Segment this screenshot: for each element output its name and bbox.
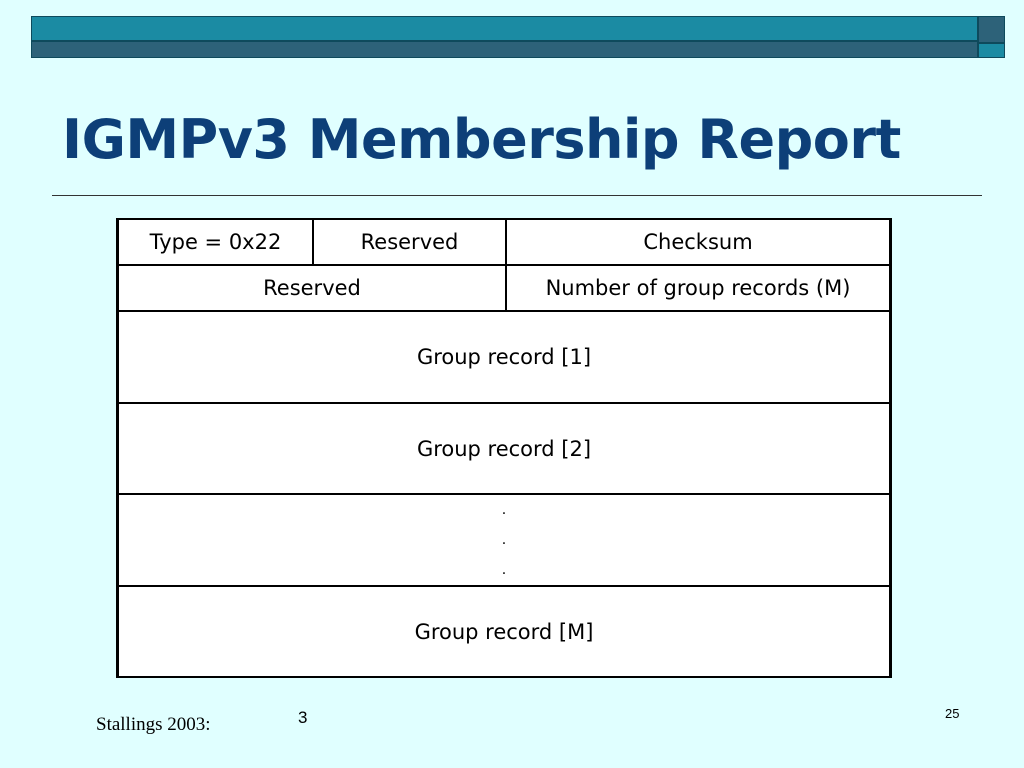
header-row-1 bbox=[119, 220, 889, 266]
reserved-field-2 bbox=[119, 266, 507, 310]
num-group-records-label: Number of group records (M) bbox=[545, 276, 851, 300]
page-number: 25 bbox=[945, 706, 960, 721]
header-bar-top bbox=[31, 16, 978, 41]
header-row-2 bbox=[119, 266, 889, 312]
header-bar-bottom bbox=[31, 41, 978, 58]
checksum-field bbox=[507, 220, 889, 264]
reserved-field-1-label: Reserved bbox=[360, 230, 459, 254]
ellipsis-dot: . bbox=[501, 562, 507, 578]
reserved-field-2-label: Reserved bbox=[263, 276, 361, 300]
ellipsis-dots bbox=[502, 504, 506, 576]
num-group-records-field bbox=[507, 266, 889, 310]
group-record-2-label: Group record [2] bbox=[416, 436, 592, 461]
figure-number: 3 bbox=[298, 708, 308, 727]
slide-title: IGMPv3 Membership Report bbox=[62, 108, 901, 171]
ellipsis-dot: . bbox=[501, 502, 507, 518]
checksum-field-label: Checksum bbox=[643, 230, 753, 254]
title-divider bbox=[52, 195, 982, 196]
type-field-label: Type = 0x22 bbox=[149, 230, 282, 254]
header-corner-square-bottom bbox=[978, 43, 1005, 58]
igmp-packet-diagram bbox=[116, 218, 892, 678]
group-record-1-label: Group record [1] bbox=[416, 345, 592, 369]
group-record-row bbox=[119, 312, 889, 404]
reserved-field-1 bbox=[314, 220, 507, 264]
group-record-row bbox=[119, 587, 889, 676]
ellipsis-row bbox=[119, 495, 889, 587]
ellipsis-dot: . bbox=[501, 532, 507, 548]
source-citation: Stallings 2003: bbox=[96, 714, 211, 735]
type-field bbox=[119, 220, 314, 264]
group-record-row bbox=[119, 404, 889, 495]
header-corner-square-top bbox=[978, 16, 1005, 43]
group-record-m-label: Group record [M] bbox=[414, 619, 594, 644]
